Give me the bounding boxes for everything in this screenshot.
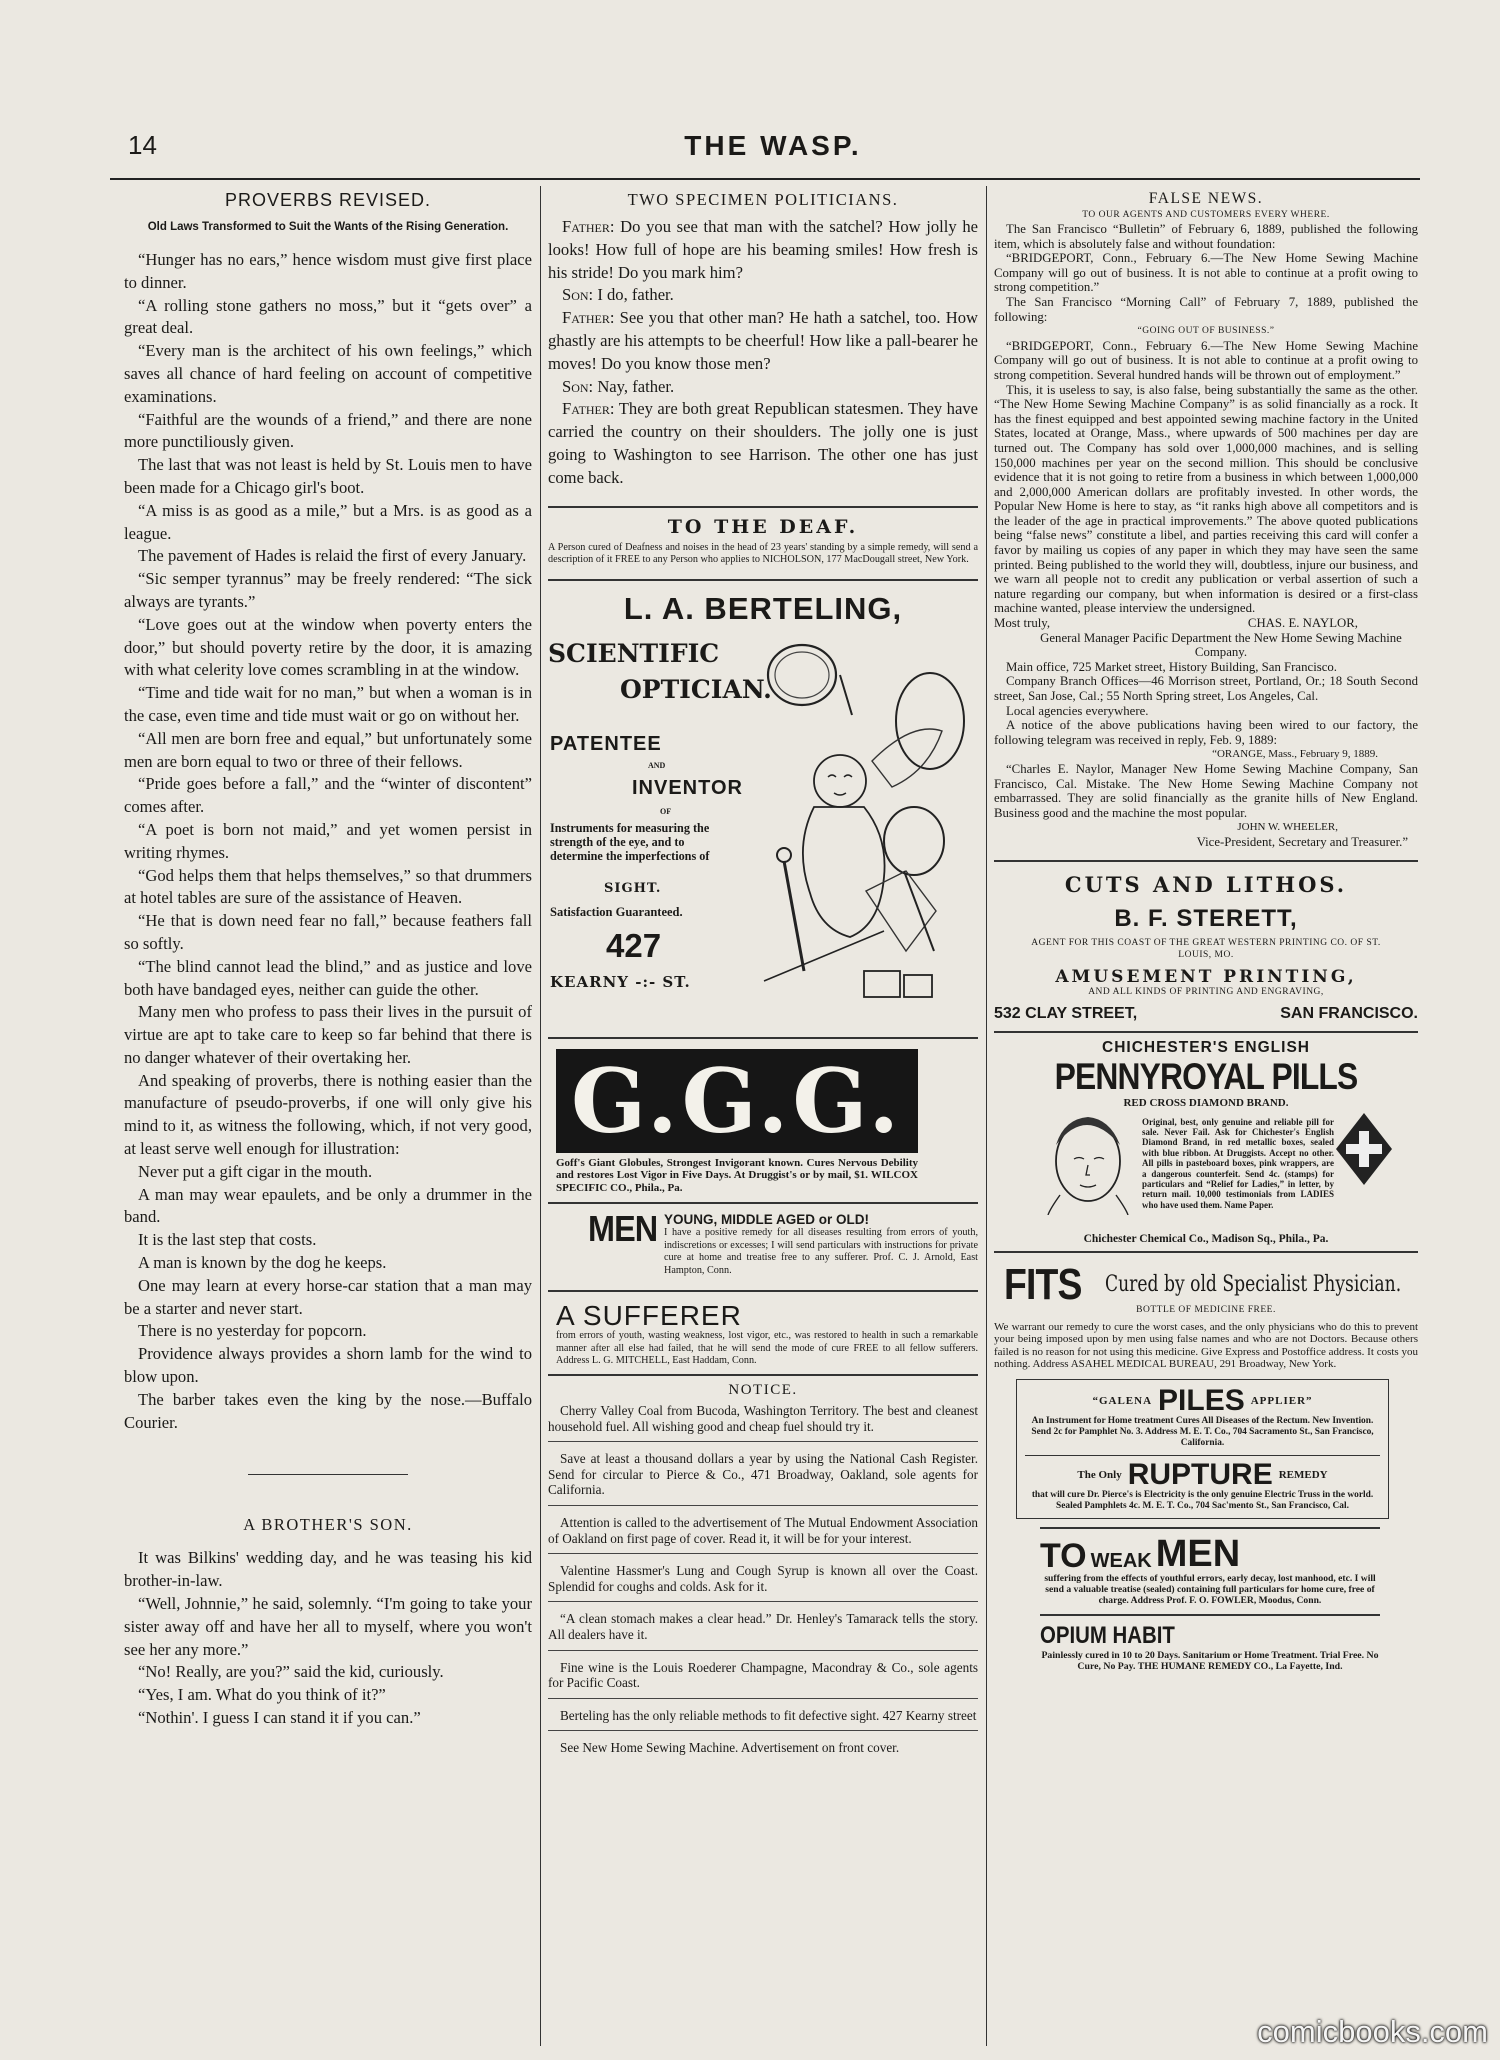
politicians-body: [548, 216, 978, 490]
column-3: [994, 190, 1418, 1672]
dialogue-text: See you that other man? He hath a satchel, too. How ghastly are his attempts to be cheerful! How like a pall-bearer he moves! Do you know those men?: [548, 308, 978, 373]
chichester-big: PENNYROYAL PILLS: [1054, 1055, 1358, 1097]
paragraph: “Sic semper tyrannus” may be freely rendered: “The sick always are tyrants.”: [124, 569, 532, 611]
piles-ad: [1016, 1379, 1389, 1519]
sterett-address-street: 532 CLAY STREET,: [994, 1004, 1138, 1022]
politicians-title: TWO SPECIMEN POLITICIANS.: [627, 190, 899, 209]
telegram-signer: JOHN W. WHEELER,: [1237, 821, 1338, 834]
paragraph: “A poet is born not maid,” and yet women persist in writing rhymes.: [124, 819, 532, 862]
dialogue-text: They are both great Republican statesmen. They have carried the country on their shoulders. The jolly one is just going to Washington to see Harrison. The other one has just come back.: [548, 399, 978, 487]
brother-title: A BROTHER'S SON.: [243, 1515, 413, 1535]
fits-text: We warrant our remedy to cure the worst cases, and the only physicians who do this to prevent your being imposed upon by men using false names and who are not Doctors. Because others failed is no reason for not using this medicine. Give Express and Postoffice address. It costs you nothing. Address ASAHEL MEDICAL BUREAU, 291 Broadway, New York.: [994, 1320, 1418, 1371]
paragraph: “Time and tide wait for no man,” but when a woman is in the case, even time and tide must wait or go on without her.: [124, 683, 532, 725]
men-ad-text: I have a positive remedy for all diseases resulting from errors of youth, indiscretions or excesses; I will send particulars with instructions for private cure at home and treatise free to any sufferer. Prof. C. J. Arnold, East Hampton, Conn.: [664, 1227, 978, 1277]
paragraph: A man may wear epaulets, and be only a drummer in the band.: [124, 1184, 532, 1227]
paragraph: The San Francisco “Bulletin” of February 6, 1889, published the following item, which is absolutely false and without foundation:: [994, 222, 1418, 251]
weak-men-text: suffering from the effects of youthful errors, early decay, lost manhood, etc. I will send a valuable treatise (sealed) containing full particulars for home cure, free of charge. Address Prof. F. O. FOWLER, Moodus, Conn.: [1044, 1572, 1376, 1606]
paragraph: “Faithful are the wounds of a friend,” and there are none more punctiliously given.: [124, 409, 532, 452]
dialogue-line: [548, 398, 978, 489]
paragraph: Never put a gift cigar in the mouth.: [138, 1161, 373, 1181]
paragraph: The barber takes even the king by the nose.—Buffalo Courier.: [124, 1389, 532, 1432]
sufferer-ad-big: A SUFFERER: [556, 1300, 742, 1332]
false-news-body: [994, 222, 1418, 850]
notice-item: See New Home Sewing Machine. Advertisement on front cover.: [560, 1740, 900, 1756]
notice-item: “A clean stomach makes a clear head.” Dr. Henley's Tamarack tells the story. All dealers have it.: [548, 1611, 978, 1650]
chichester-top: CHICHESTER'S ENGLISH: [1102, 1038, 1310, 1056]
fits-ad: [994, 1251, 1418, 1371]
dialogue-line: [548, 284, 978, 307]
woman-portrait-illustration: [1038, 1103, 1136, 1215]
paragraph: “Pride goes before a fall,” and the “winter of discontent” comes after.: [124, 774, 532, 817]
weak-men-to: TO: [1040, 1536, 1087, 1575]
piles-text: An Instrument for Home treatment Cures All Diseases of the Rectum. New Invention. Send 2c for Pamphlet No. 3. Address M. E. T. Co., 704 Sacramento St., San Francisco, California.: [1031, 1415, 1374, 1448]
speaker-label: Father:: [562, 217, 615, 236]
proverbs-body: [124, 249, 532, 1434]
sterett-name: B. F. STERETT,: [1114, 904, 1298, 932]
weak-men-weak: WEAK: [1090, 1549, 1152, 1572]
false-news-subtitle: TO OUR AGENTS AND CUSTOMERS EVERY WHERE.: [1082, 210, 1330, 220]
column-rule-1: [540, 186, 541, 2046]
speaker-label: Son:: [562, 285, 594, 305]
men-ad-big: MEN: [588, 1208, 658, 1250]
paragraph: “GOING OUT OF BUSINESS.”: [1137, 326, 1275, 337]
telegram-text: “Charles E. Naylor, Manager New Home Sewing Machine Company, San Francisco, Cal. Mistake. The New Home Sewing Machine Company not embarrassed. They are solid financially as the granite hills of New England. Business good and the machine the most popular.: [994, 761, 1418, 820]
weak-men-men: MEN: [1155, 1532, 1241, 1575]
paragraph: “Love goes out at the window when poverty enters the door,” but should poverty retire by the door, it is amazing with what celerity love comes scrambling in at the window.: [124, 614, 532, 680]
dialogue-line: [548, 376, 978, 399]
sufferer-ad-text: from errors of youth, wasting weakness, lost vigor, etc., was restored to health in such a remarkable manner after all else had failed, that he will send the mode of cure FREE to all fellow sufferers. Address L. G. MITCHELL, East Haddam, Conn.: [556, 1330, 978, 1367]
page-header: [128, 130, 1418, 174]
berteling-and: AND: [648, 760, 666, 770]
piles-post: APPLIER”: [1250, 1394, 1313, 1407]
paragraph: A man is known by the dog he keeps.: [138, 1253, 387, 1273]
masthead-title: THE WASP.: [684, 130, 862, 161]
sterett-address-city: SAN FRANCISCO.: [1280, 1004, 1418, 1022]
berteling-ad: [548, 579, 978, 1031]
watermark-text: comicbooks.com: [1257, 2014, 1488, 2049]
notice-item: Valentine Hassmer's Lung and Cough Syrup is known all over the Coast. Splendid for coughs and colds. Ask for it.: [548, 1563, 978, 1602]
rupture-text: that will cure Dr. Pierce's is Electricity is the only genuine Electric Truss in the world. Sealed Pamphlets 4c. M. E. T. Co., 704 Sac'mento St., San Francisco, Cal.: [1031, 1489, 1374, 1511]
sterett-agent: AGENT FOR THIS COAST OF THE GREAT WESTERN PRINTING CO. OF ST. LOUIS, MO.: [1031, 937, 1381, 960]
sterett-kinds: AND ALL KINDS OF PRINTING AND ENGRAVING,: [1088, 986, 1324, 997]
paragraph: “A rolling stone gathers no moss,” but it “gets over” a great deal.: [124, 295, 532, 338]
paragraph: Main office, 725 Market street, History Building, San Francisco.: [1006, 659, 1338, 674]
notice-item: Cherry Valley Coal from Bucoda, Washington Territory. The best and cleanest household fuel. All wishing good and cheap fuel should try it.: [548, 1403, 978, 1442]
notice-item: Save at least a thousand dollars a year by using the National Cash Register. Send for circular to Pierce & Co., 471 Broadway, Oakland, sole agents for California.: [548, 1451, 978, 1506]
sterett-ad: [994, 860, 1418, 1023]
paragraph: One may learn at every horse-car station that a man may be a starter and never start.: [124, 1275, 532, 1318]
paragraph: “Hunger has no ears,” hence wisdom must give first place to dinner.: [124, 250, 532, 292]
proverbs-subtitle: Old Laws Transformed to Suit the Wants of the Rising Generation.: [147, 221, 509, 233]
berteling-street: KEARNY -:- ST.: [550, 972, 691, 991]
ggg-text: Goff's Giant Globules, Strongest Invigorant known. Cures Nervous Debility and restores Lost Vigor in Five Days. At Druggist's or by mail, $1. WILCOX SPECIFIC CO., Phila., Pa.: [556, 1156, 918, 1194]
berteling-inventor: INVENTOR: [632, 776, 743, 799]
men-ad-head: YOUNG, MIDDLE AGED or OLD!: [664, 1212, 869, 1228]
notice-item: Attention is called to the advertisement of The Mutual Endowment Association of Oakland on first page of cover. Read it, it will be for your interest.: [548, 1515, 978, 1554]
chichester-text: Original, best, only genuine and reliable pill for sale. Never Fail. Ask for Chichester's English Diamond Brand, in red metallic boxes, sealed with blue ribbon. At Druggists. Accept no other. All pills in pasteboard boxes, pink wrappers, are a dangerous counterfeit. Send 4c. (stamps) for particulars and “Relief for Ladies,” in letter, by return mail. 10,000 testimonials from LADIES who have used them. Name Paper.: [1142, 1116, 1334, 1210]
paragraph: “God helps them that helps themselves,” so that drummers at hotel tables are sure of the assistance of Heaven.: [124, 865, 532, 908]
false-news-title: FALSE NEWS.: [1148, 190, 1264, 207]
berteling-optician: OPTICIAN.: [620, 674, 772, 704]
dialogue-text: Nay, father.: [597, 376, 675, 396]
berteling-desc: Instruments for measuring the strength of the eye, and to determine the imperfections of: [550, 820, 710, 863]
paragraph: “Every man is the architect of his own feelings,” which saves all chance of hard feeling on account of competitive examinations.: [124, 341, 532, 406]
proverbs-title: PROVERBS REVISED.: [224, 190, 432, 210]
fits-big: FITS: [1004, 1259, 1082, 1309]
paragraph: This, it is useless to say, is also false, being substantially the same as the other. “The New Home Sewing Machine Company” is as solid financially as a rock. It has the finest equipped and best appointed sewing machine factory in the United States, located at Orange, Mass., where upwards of 500 machines per day are turned out. The Company has sold over 1,000,000 machines, and is selling 150,000 machines per year on the second million. This should be conclusive evidence that it is not going to retire from a business in which between 1,000,000 and 2,000,000 American dollars are profitably invested. In other words, the Popular New Home is here to stay, as “it ranks high above all competitors and is the leader of the age in practical improvements.” The above quoted publications being “false news” constitute a libel, and parties receiving this card will confer a favor by mailing us copies of any paper in which they may have seen the same printed. Being published to the world they will, doubtless, injure our business, and we warn all people not to credit any publication or verbal assertion of such a nature regarding our company, but when information is desired or a first-class machine wanted, please interview the undersigned.: [994, 382, 1418, 616]
chichester-company: Chichester Chemical Co., Madison Sq., Phila., Pa.: [1083, 1232, 1329, 1245]
men-ad: [548, 1202, 978, 1290]
paragraph: “He that is down need fear no fall,” because feathers fall so softly.: [124, 911, 532, 953]
sterett-amusement: AMUSEMENT PRINTING,: [1055, 966, 1357, 987]
paragraph: Company Branch Offices—46 Morrison street, Portland, Or.; 18 South Second street, San Jose, Cal.; 55 North Spring street, Los Angeles, Cal.: [994, 674, 1418, 703]
column-1: [124, 190, 532, 1730]
dialogue-text: Do you see that man with the satchel? How jolly he looks! How full of hope are his beaming smiles! How fresh is his stride! Do you mark him?: [548, 217, 978, 282]
paragraph: There is no yesterday for popcorn.: [138, 1321, 367, 1341]
article-separator: [248, 1474, 408, 1475]
signer: CHAS. E. NAYLOR,: [1247, 616, 1358, 631]
dialogue-line: [548, 216, 978, 284]
deaf-ad: [548, 506, 978, 567]
opium-text: Painlessly cured in 10 to 20 Days. Sanitarium or Home Treatment. Trial Free. No Cure, No Pay. THE HUMANE REMEDY CO., La Fayette, Ind.: [1041, 1649, 1379, 1672]
notice-item: Fine wine is the Louis Roederer Champagne, Macondray & Co., sole agents for Pacific Coast.: [548, 1660, 978, 1699]
ggg-ad: [548, 1037, 978, 1203]
page-number: 14: [128, 130, 157, 160]
paragraph: “BRIDGEPORT, Conn., February 6.—The New Home Sewing Machine Company will go out of business. It is not able to continue at a profit owing to strong competition.”: [994, 251, 1418, 295]
column-2: [548, 190, 978, 1772]
closing: Most truly,: [994, 616, 1051, 631]
signer-title: General Manager Pacific Department the New Home Sewing Machine Company.: [1040, 630, 1402, 660]
notice-title: NOTICE.: [728, 1382, 798, 1399]
notice-section: [548, 1374, 978, 1763]
paragraph: It is the last step that costs.: [138, 1230, 317, 1250]
notice-item: Berteling has the only reliable methods to fit defective sight. 427 Kearny street: [548, 1708, 978, 1732]
sterett-head: CUTS AND LITHOS.: [1064, 871, 1348, 897]
paragraph: “A miss is as good as a mile,” but a Mrs. is as good as a league.: [124, 500, 532, 543]
telegram-head: “ORANGE, Mass., February 9, 1889.: [1212, 748, 1378, 761]
sufferer-ad: [548, 1290, 978, 1374]
paragraph: Providence always provides a shorn lamb for the wind to blow upon.: [124, 1344, 532, 1387]
berteling-name: L. A. BERTELING,: [623, 590, 903, 626]
berteling-of: OF: [660, 806, 672, 816]
deaf-ad-title: TO THE DEAF.: [667, 515, 859, 538]
paragraph: “The blind cannot lead the blind,” and as justice and love both have bandaged eyes, neither can guide the other.: [124, 956, 532, 999]
rupture-pre: The Only: [1077, 1468, 1122, 1481]
rupture-big: RUPTURE: [1127, 1457, 1273, 1491]
paragraph: “No! Really, are you?” said the kid, curiously.: [138, 1662, 444, 1682]
berteling-number: 427: [606, 926, 662, 964]
berteling-scientific: SCIENTIFIC: [548, 638, 720, 668]
dialogue-line: [548, 307, 978, 375]
dialogue-text: I do, father.: [597, 285, 674, 305]
paragraph: “Yes, I am. What do you think of it?”: [138, 1685, 386, 1705]
telegram-signer-title: Vice-President, Secretary and Treasurer.”: [1196, 834, 1408, 849]
cherub-with-mirrors-illustration: [744, 641, 976, 1013]
fits-head: Cured by old Specialist Physician.: [1105, 1272, 1402, 1298]
speaker-label: Father:: [562, 399, 615, 419]
paragraph: The pavement of Hades is relaid the first of every January.: [138, 546, 527, 566]
weak-men-ad: [1040, 1527, 1380, 1606]
header-rule: [110, 178, 1420, 180]
ggg-logo: G.G.G.: [556, 1049, 918, 1153]
speaker-label: Son:: [562, 376, 594, 396]
berteling-guarantee: Satisfaction Guaranteed.: [550, 904, 683, 919]
paragraph: The last that was not least is held by St. Louis men to have been made for a Chicago girl's boot.: [124, 455, 532, 497]
closing-line: [994, 616, 1418, 631]
paragraph: “Well, Johnnie,” he said, solemnly. “I'm going to take your sister away off and have her all to myself, where you won't see her any more.”: [124, 1594, 532, 1659]
chichester-brand: RED CROSS DIAMOND BRAND.: [1123, 1096, 1289, 1109]
deaf-ad-text: A Person cured of Deafness and noises in the head of 23 years' standing by a simple remedy, will send a description of it FREE to any Person who applies to NICHOLSON, 177 MacDougall street, New York.: [548, 541, 978, 566]
paragraph: The San Francisco “Morning Call” of February 7, 1889, published the following:: [994, 294, 1418, 324]
red-cross-diamond-icon: [1334, 1111, 1394, 1187]
paragraph: “BRIDGEPORT, Conn., February 6.—The New Home Sewing Machine Company will go out of business. It is not able to continue at a profit owing to strong competition. Several hundred hands will be thrown out of employment.”: [994, 338, 1418, 382]
opium-big: OPIUM HABIT: [1040, 1621, 1175, 1649]
column-rule-2: [986, 186, 987, 2046]
piles-pre: “GALENA: [1092, 1394, 1153, 1407]
berteling-patentee: PATENTEE: [550, 732, 662, 755]
rupture-post: REMEDY: [1278, 1468, 1328, 1481]
notice-body: [548, 1403, 978, 1763]
paragraph: Many men who profess to pass their lives in the pursuit of virtue are apt to take care to keep so far behind that there is no danger whatever of their overtaking her.: [124, 1002, 532, 1067]
opium-ad: [1040, 1614, 1380, 1672]
paragraph: A notice of the above publications having been wired to our factory, the following telegram was received in reply, Feb. 9, 1889:: [994, 718, 1418, 747]
berteling-sight: SIGHT.: [604, 880, 662, 896]
fits-bottle: BOTTLE OF MEDICINE FREE.: [1136, 1304, 1276, 1315]
paragraph: Local agencies everywhere.: [1006, 703, 1149, 718]
paragraph: It was Bilkins' wedding day, and he was teasing his kid brother-in-law.: [124, 1548, 532, 1591]
brother-body: [124, 1547, 532, 1729]
paragraph: “All men are born free and equal,” but unfortunately some men are born equal to two or three of their fellows.: [124, 728, 532, 771]
speaker-label: Father:: [562, 308, 615, 328]
piles-big: PILES: [1158, 1383, 1245, 1417]
chichester-ad: [994, 1031, 1418, 1251]
paragraph: And speaking of proverbs, there is nothing easier than the manufacture of pseudo-proverbs, if one will only give his mind to it, as witness the following, which, if not very good, at least serve well enough for illustration:: [124, 1070, 532, 1159]
paragraph: “Nothin'. I guess I can stand it if you can.”: [138, 1708, 421, 1728]
